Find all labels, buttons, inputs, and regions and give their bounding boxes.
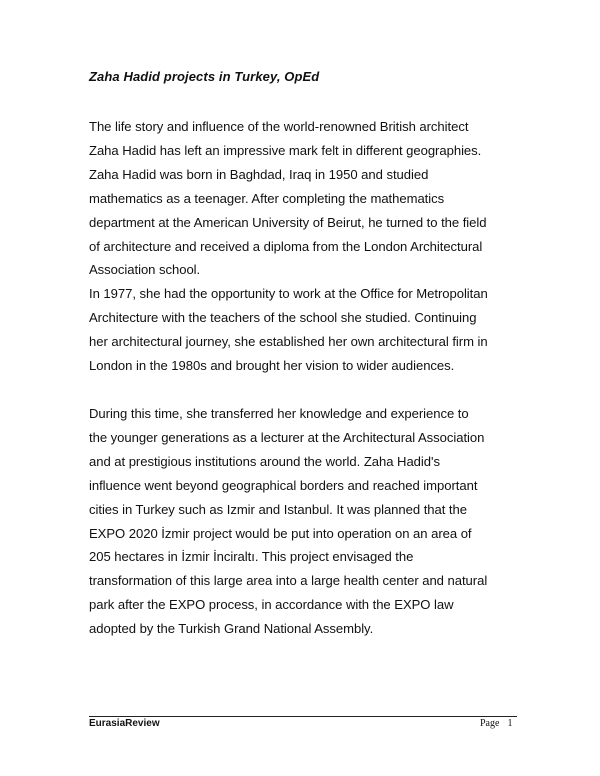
text-line: and at prestigious institutions around the world. Zaha Hadid's	[89, 453, 440, 469]
article-title: Zaha Hadid projects in Turkey, OpEd	[89, 69, 320, 84]
footer-publication: EurasiaReview	[89, 718, 160, 729]
text-line: The life story and influence of the world-renowned British architect	[89, 119, 469, 134]
text-line: London in the 1980s and brought her vision to wider audiences.	[89, 358, 455, 374]
paragraph-2	[89, 402, 529, 641]
text-line: department at the American University of Beirut, he turned to the field	[89, 214, 487, 230]
text-line: During this time, she transferred her knowledge and experience to	[89, 406, 469, 421]
text-line: influence went beyond geographical borders and reached important	[89, 477, 478, 493]
text-line: mathematics as a teenager. After completing the mathematics	[89, 190, 445, 206]
text-line: Architecture with the teachers of the school she studied. Continuing	[89, 310, 477, 326]
text-line: Association school.	[89, 262, 201, 278]
text-line: the younger generations as a lecturer at the Architectural Association	[89, 429, 485, 445]
page-label: Page	[480, 718, 500, 729]
footer-page-indicator	[480, 718, 512, 729]
page-number: 1	[507, 718, 513, 729]
paragraph-1	[89, 115, 529, 378]
text-line: In 1977, she had the opportunity to work at the Office for Metropolitan	[89, 286, 488, 302]
text-line: transformation of this large area into a large health center and natural	[89, 573, 488, 589]
text-line: of architecture and received a diploma from the London Architectural	[89, 238, 483, 254]
text-line: park after the EXPO process, in accordance with the EXPO law	[89, 597, 454, 613]
text-line: cities in Turkey such as Izmir and Istanbul. It was planned that the	[89, 501, 467, 517]
text-line: Zaha Hadid has left an impressive mark felt in different geographies.	[89, 142, 482, 158]
text-line: EXPO 2020 İzmir project would be put into operation on an area of	[89, 525, 472, 541]
text-line: 205 hectares in İzmir İnciraltı. This project envisaged the	[89, 549, 414, 565]
footer-divider	[89, 716, 517, 717]
text-line: adopted by the Turkish Grand National Assembly.	[89, 621, 374, 637]
text-line: Zaha Hadid was born in Baghdad, Iraq in 1950 and studied	[89, 166, 429, 182]
text-line: her architectural journey, she established her own architectural firm in	[89, 334, 488, 350]
